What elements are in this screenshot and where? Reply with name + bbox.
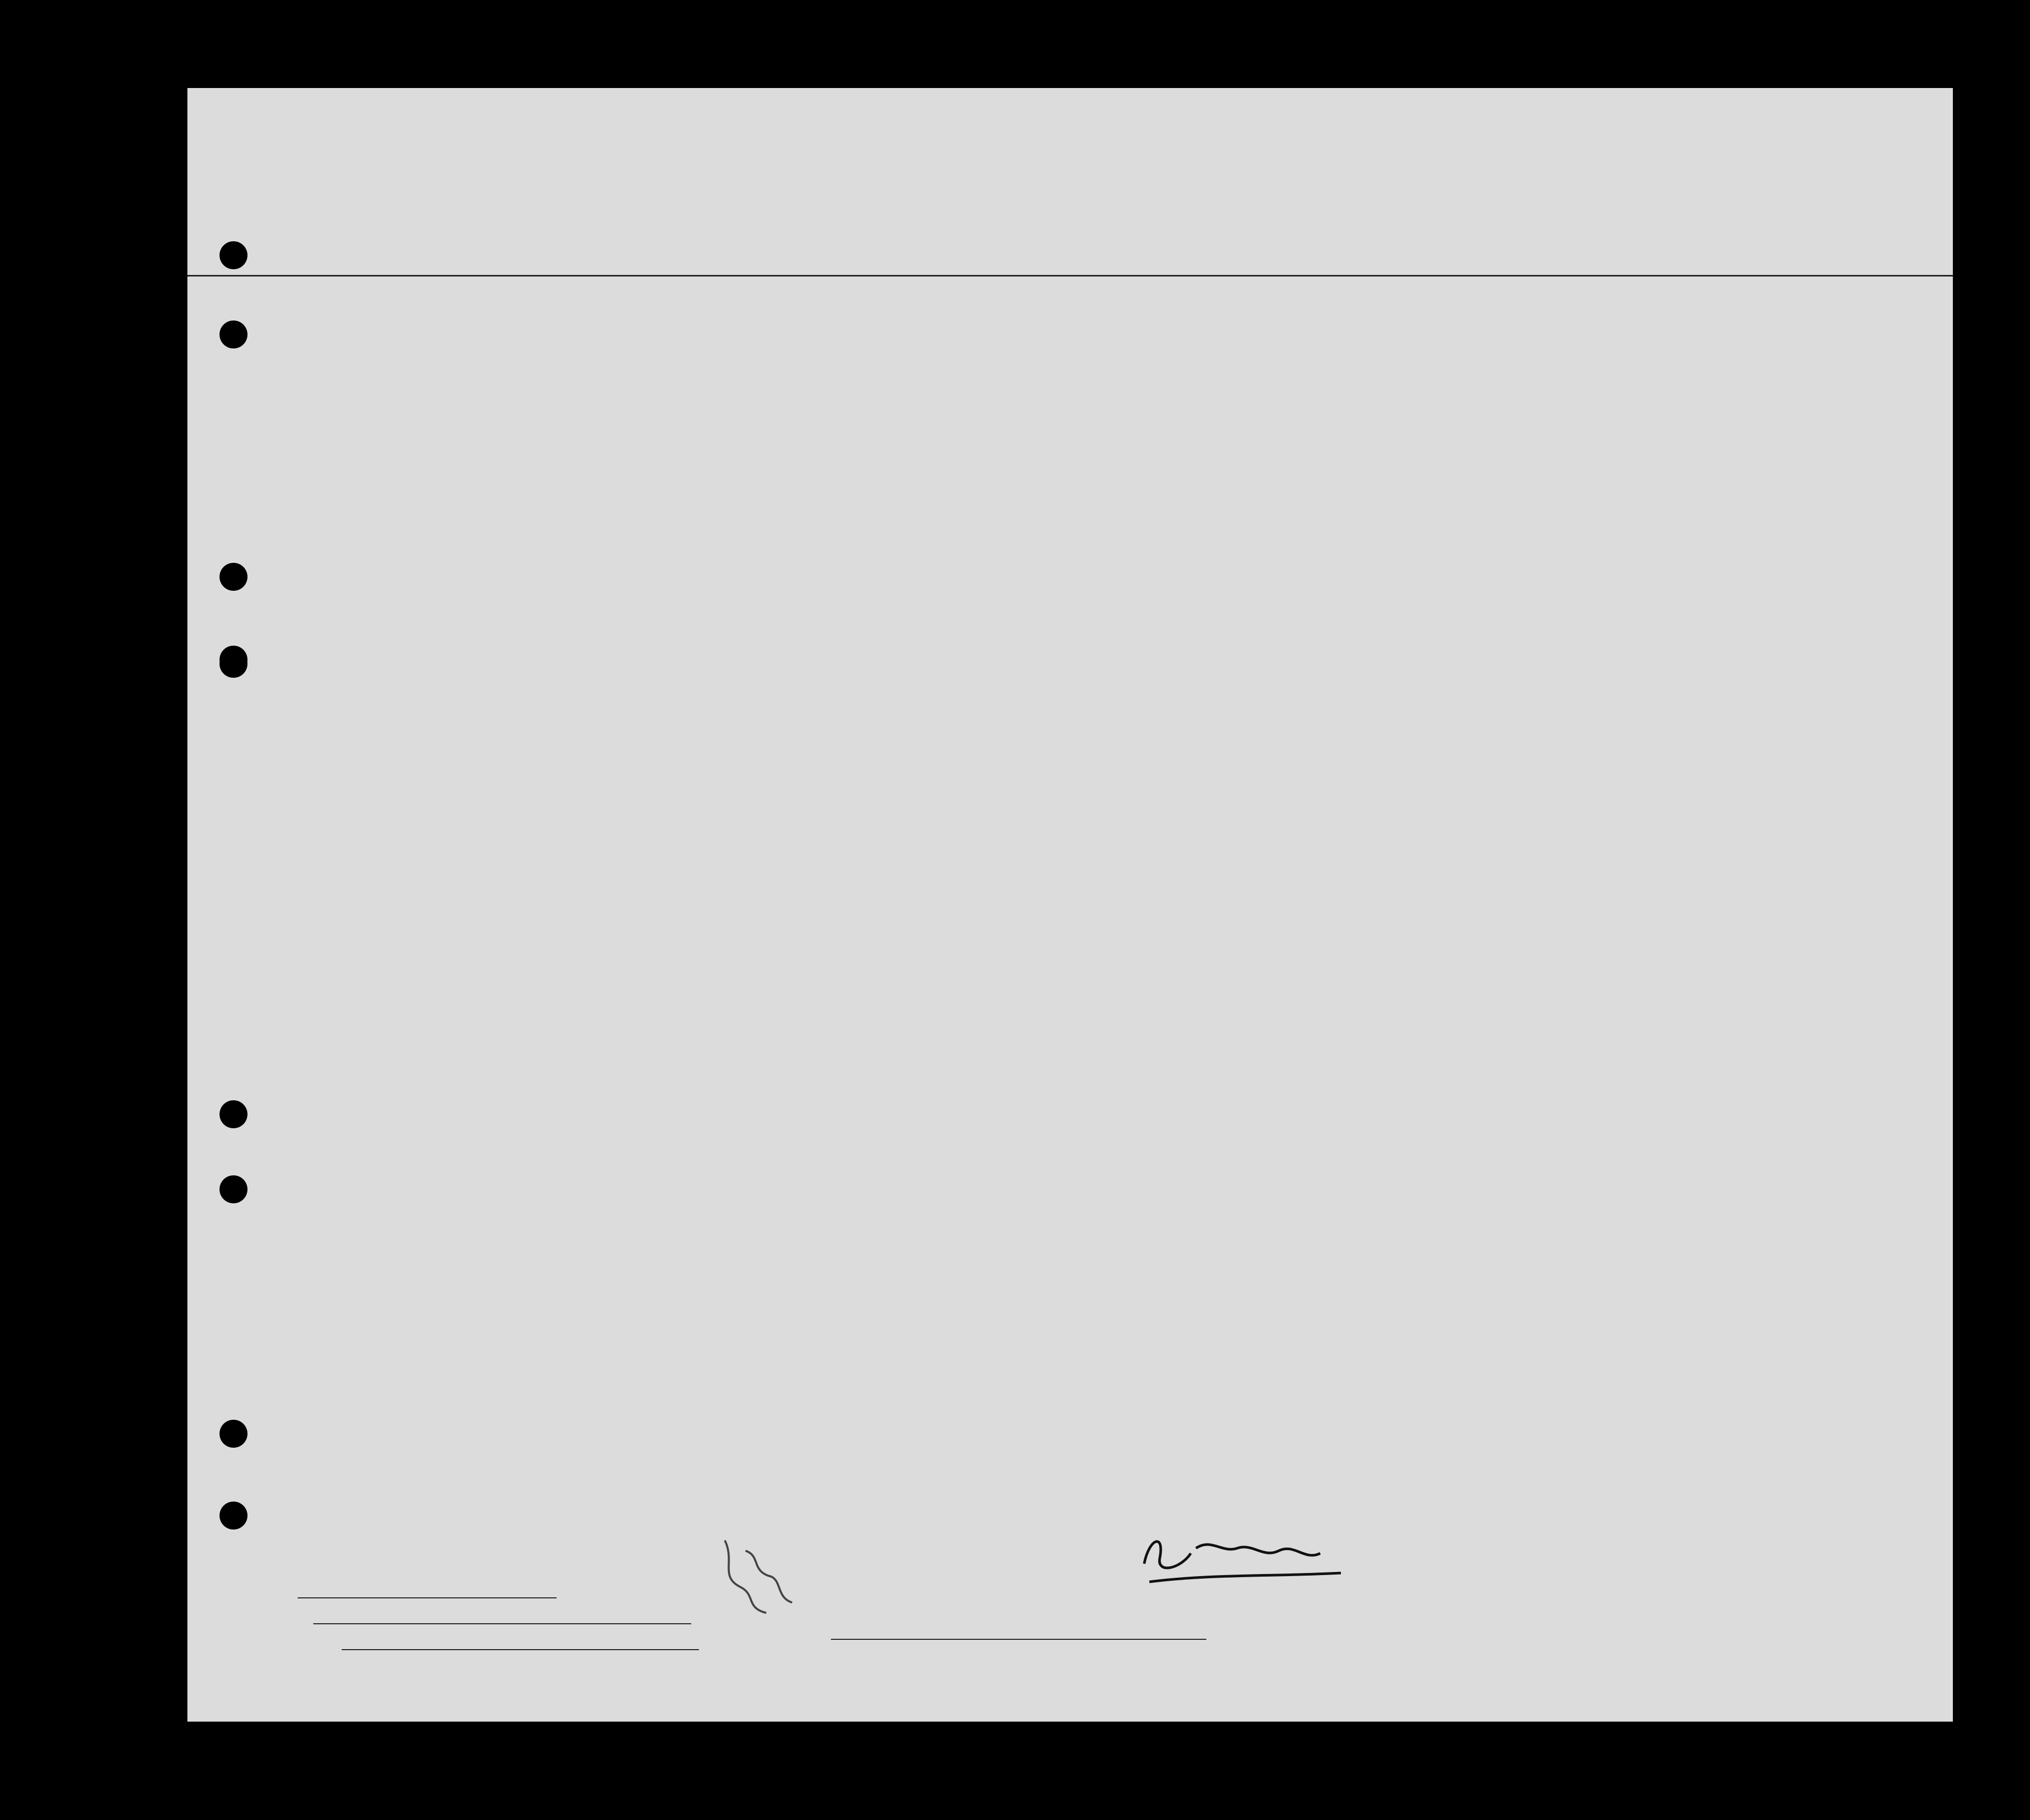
manifest-sheet (187, 88, 1953, 1722)
purser-signature (1134, 1517, 1351, 1590)
owners-rule (313, 1623, 691, 1624)
binder-hole (220, 1175, 247, 1203)
binder-hole (220, 321, 247, 348)
inspector-rule (831, 1639, 1206, 1640)
binder-hole (220, 650, 247, 678)
binder-hole (220, 1420, 247, 1448)
binder-hole (220, 241, 247, 269)
binder-hole (220, 1100, 247, 1128)
binder-hole (220, 563, 247, 591)
line-rule (298, 1597, 557, 1598)
inspector-initials-scribble (714, 1530, 808, 1623)
agents-rule (342, 1649, 699, 1650)
vessel-line-rule (187, 275, 1953, 276)
binder-hole (220, 1502, 247, 1530)
